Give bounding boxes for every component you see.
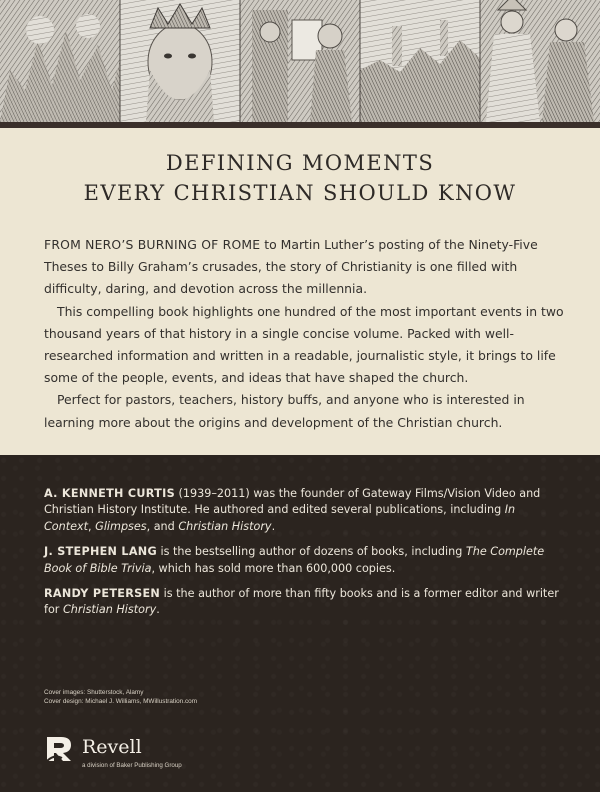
bio-text: . — [156, 603, 160, 617]
author-bio-curtis — [44, 486, 564, 535]
author-bios — [44, 486, 564, 628]
bio-text: , — [88, 519, 96, 533]
author-name: J. STEPHEN LANG — [44, 545, 157, 559]
bio-text: (1939–2011) was the founder of Gateway Films/Vision Video and Christian History Institute. He authored and edited several publications, including — [44, 487, 541, 517]
engraving-collage-illustration — [0, 0, 600, 122]
back-cover-headline — [0, 148, 600, 208]
publisher-imprint — [44, 728, 244, 776]
publication-title: In Context — [44, 503, 516, 533]
bio-text: . — [271, 519, 276, 533]
bio-text: is the bestselling author of dozens of books, including — [156, 545, 466, 559]
publisher-name: Revell — [82, 736, 142, 758]
author-name: A. KENNETH CURTIS — [44, 487, 175, 500]
author-bio-petersen — [44, 586, 564, 619]
description-paragraph-2: This compelling book highlights one hundred of the most important events in two thousand years of that history in a single concise volume. Packed with well-researched information and written in a readable, journalistic style, it brings to life some of the people, events, and ideas that have shaped the church. — [44, 303, 564, 386]
publication-title: Christian History — [178, 519, 272, 533]
cover-design-credit: Cover design: Michael J. Williams, MWillustration.com — [44, 698, 198, 705]
cover-engraving-strip — [0, 0, 600, 122]
publication-title: The Complete Book of Bible Trivia — [44, 545, 545, 575]
bio-text: , which has sold more than 600,000 copies. — [151, 561, 396, 575]
publisher-tagline: a division of Baker Publishing Group — [82, 762, 182, 769]
author-bio-lang — [44, 544, 564, 577]
cover-images-credit: Cover images: Shutterstock, Alamy — [44, 689, 144, 696]
publication-title: Christian History — [62, 603, 157, 617]
headline-line-2: EVERY CHRISTIAN SHOULD KNOW — [83, 181, 517, 205]
description-paragraph-1-text: to Martin Luther’s posting of the Ninety-Five Theses to Billy Graham’s crusades, the story of Christianity is one filled with difficulty, daring, and devotion across the millennia. — [44, 237, 538, 297]
cover-credits — [44, 688, 344, 706]
bio-text: is the author of more than fifty books and is a former editor and writer for — [44, 587, 559, 617]
description-paragraph-1 — [44, 234, 564, 301]
author-name: RANDY PETERSEN — [44, 587, 161, 601]
description-lead-in: FROM NERO’S BURNING OF ROME — [44, 237, 261, 252]
bio-text: , and — [146, 519, 179, 533]
headline-line-1: DEFINING MOMENTS — [165, 151, 435, 175]
publication-title: Glimpses — [95, 519, 147, 533]
description-paragraph-3: Perfect for pastors, teachers, history buffs, and anyone who is interested in learning more about the origins and development of the Christian church. — [44, 392, 525, 430]
revell-r-logo-icon — [44, 734, 74, 764]
book-description — [44, 234, 564, 434]
